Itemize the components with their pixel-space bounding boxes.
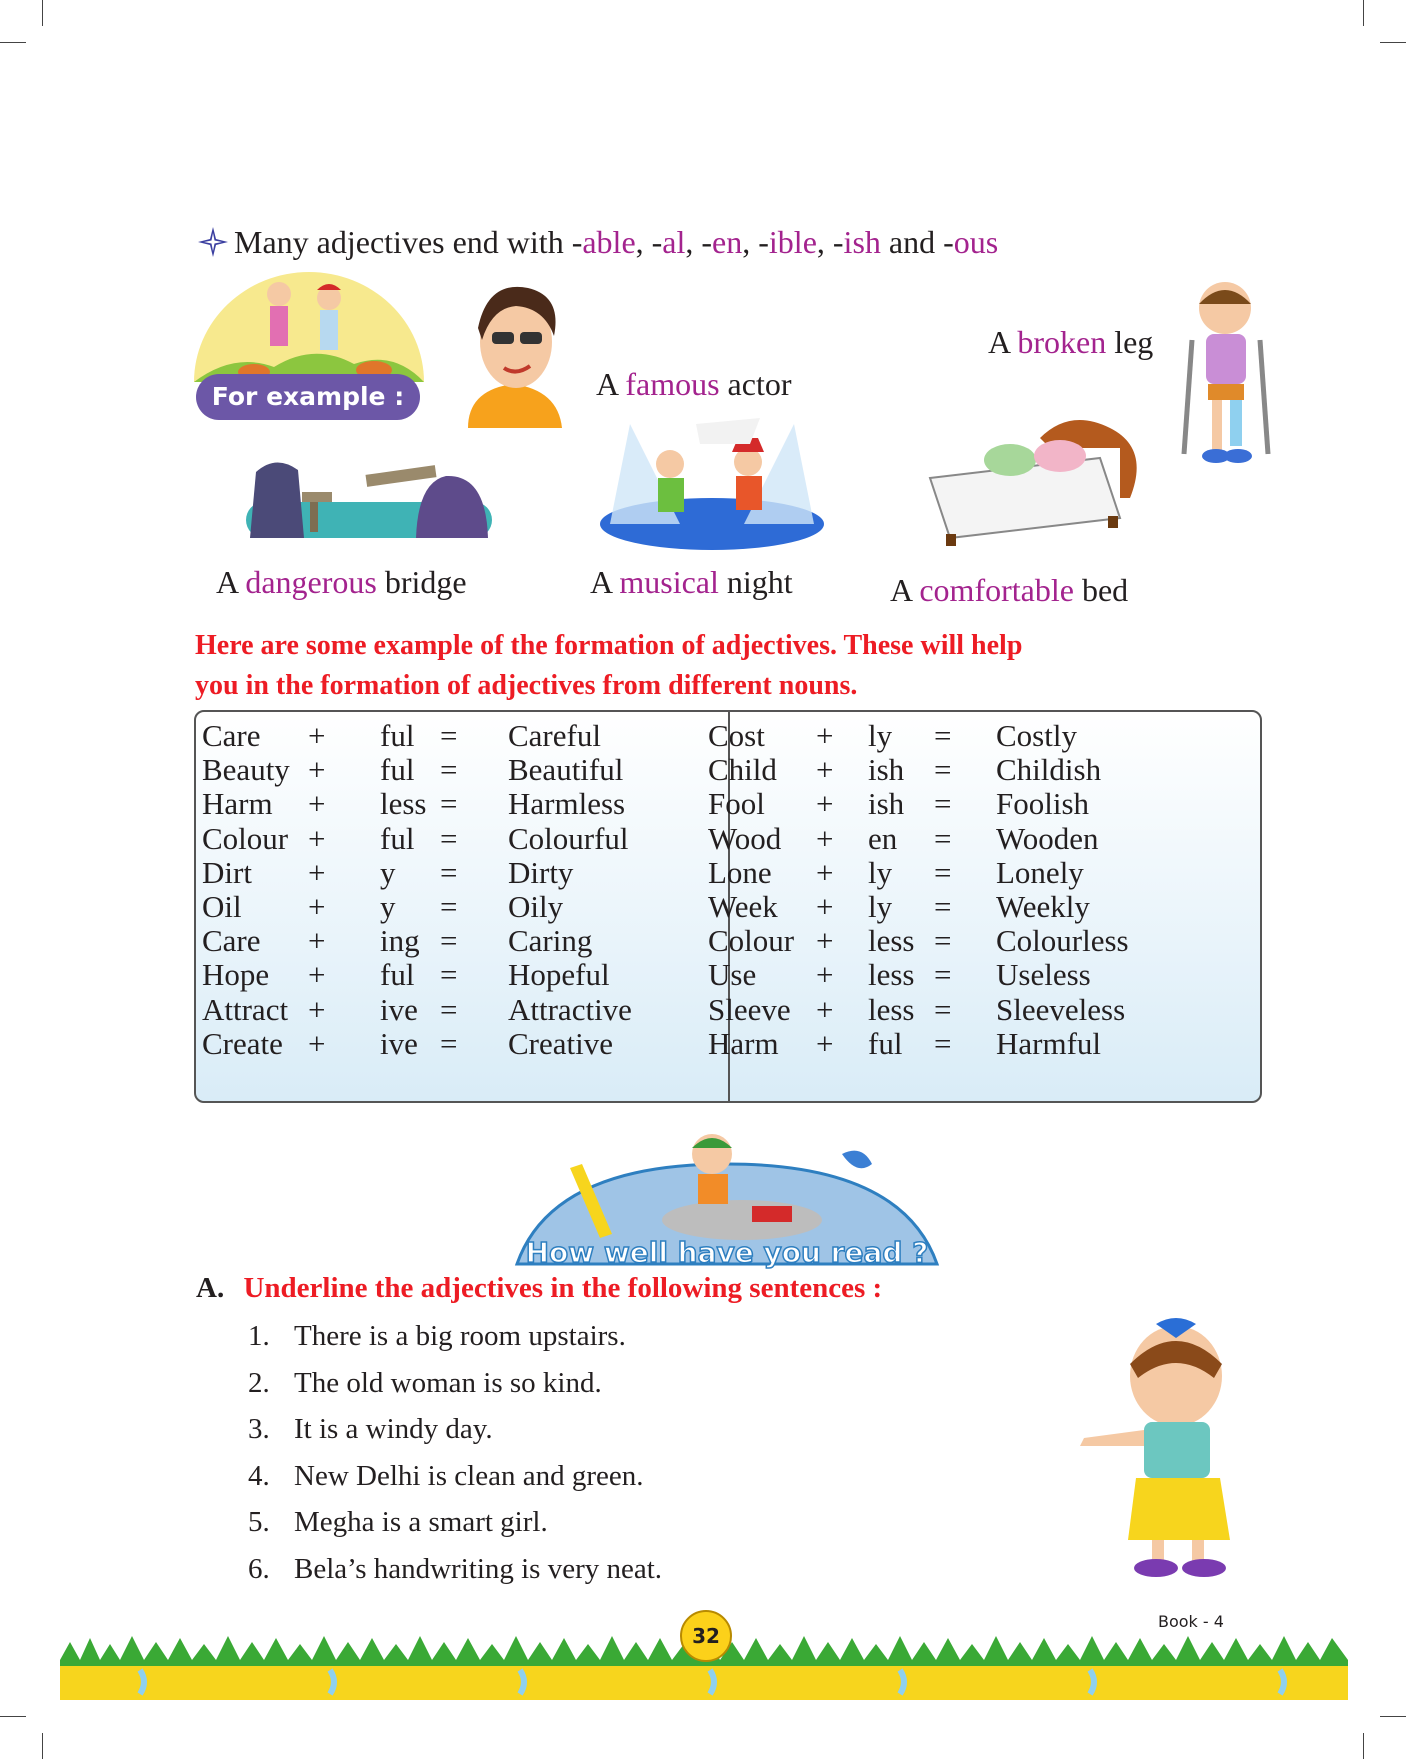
- example-caption-actor: A famous actor: [596, 366, 792, 402]
- table-cell-noun: Harm: [708, 1025, 779, 1061]
- table-cell-suffix: ish: [868, 752, 905, 788]
- table-cell-equals-sign: =: [440, 1025, 458, 1061]
- table-cell-plus-sign: +: [816, 1025, 834, 1061]
- sentence-text: It is a windy day.: [294, 1413, 493, 1445]
- table-cell-noun: Week: [708, 889, 778, 924]
- table-cell-equals-sign: =: [934, 957, 952, 993]
- table-cell-suffix: en: [868, 820, 898, 856]
- table-cell-suffix: ly: [868, 889, 893, 924]
- sentence-text: New Delhi is clean and green.: [294, 1459, 644, 1492]
- table-cell-suffix: less: [868, 923, 915, 959]
- table-cell-plus-sign: +: [816, 991, 834, 1027]
- table-cell-equals-sign: =: [440, 991, 458, 1027]
- table-row: [196, 992, 1260, 1030]
- crop-mark: [42, 1733, 43, 1759]
- table-cell-plus-sign: +: [308, 820, 326, 856]
- sentence-number: 1.: [248, 1320, 270, 1352]
- table-row: [196, 1026, 1260, 1064]
- crop-mark: [42, 0, 43, 26]
- table-cell-equals-sign: =: [440, 718, 458, 753]
- table-cell-suffix: ish: [868, 786, 905, 822]
- table-row: [196, 821, 1260, 859]
- table-cell-noun: Create: [202, 1025, 283, 1061]
- table-row: [196, 752, 1260, 790]
- kids-dome-illustration: [194, 272, 424, 382]
- adjective-formation-table: [194, 710, 1262, 1103]
- table-cell-plus-sign: +: [816, 923, 834, 959]
- table-row: [196, 855, 1260, 893]
- exercise-sentence: [248, 1413, 948, 1453]
- table-cell-plus-sign: +: [308, 718, 326, 753]
- table-cell-adjective: Harmful: [996, 1025, 1102, 1061]
- table-cell-equals-sign: =: [440, 854, 458, 890]
- table-cell-equals-sign: =: [440, 786, 458, 822]
- table-cell-noun: Oil: [202, 889, 242, 924]
- heading-line: Here are some example of the formation of adjectives. These will help: [195, 630, 1023, 661]
- how-well-banner: [512, 1124, 942, 1274]
- table-cell-adjective: Beautiful: [508, 752, 624, 788]
- for-example-badge: For example :: [196, 374, 420, 420]
- musical-night-illustration: [600, 414, 824, 550]
- bridge-illustration: [246, 452, 492, 546]
- crop-mark: [1363, 0, 1364, 26]
- crop-mark: [0, 1716, 26, 1717]
- table-cell-adjective: Colourless: [996, 923, 1129, 959]
- table-cell-noun: Colour: [202, 820, 289, 856]
- separator: , -: [635, 224, 663, 260]
- table-cell-noun: Beauty: [202, 752, 290, 788]
- table-row: [196, 889, 1260, 927]
- example-caption-bridge: A dangerous bridge: [216, 564, 467, 600]
- table-cell-plus-sign: +: [308, 889, 326, 924]
- table-cell-equals-sign: =: [934, 786, 952, 822]
- separator: , -: [685, 224, 713, 260]
- table-cell-noun: Colour: [708, 923, 795, 959]
- table-cell-adjective: Sleeveless: [996, 991, 1126, 1027]
- table-cell-adjective: Hopeful: [508, 957, 610, 993]
- sentence-number: 4.: [248, 1459, 270, 1492]
- table-cell-equals-sign: =: [440, 889, 458, 924]
- table-cell-equals-sign: =: [934, 889, 952, 924]
- table-cell-plus-sign: +: [308, 957, 326, 993]
- table-cell-equals-sign: =: [440, 752, 458, 788]
- table-row: [196, 786, 1260, 824]
- table-cell-plus-sign: +: [816, 786, 834, 822]
- adjective-musical: musical: [619, 564, 719, 600]
- adjective-dangerous: dangerous: [245, 564, 377, 600]
- table-cell-suffix: y: [380, 854, 396, 890]
- table-cell-adjective: Lonely: [996, 854, 1084, 890]
- page-number: 32: [680, 1610, 732, 1662]
- table-cell-plus-sign: +: [308, 1025, 326, 1061]
- heading-line: you in the formation of adjectives from different nouns.: [195, 670, 858, 701]
- table-cell-suffix: y: [380, 889, 396, 924]
- exercise-sentence: [248, 1460, 948, 1500]
- table-cell-adjective: Childish: [996, 752, 1102, 788]
- example-caption-night: A musical night: [590, 564, 793, 600]
- table-cell-adjective: Creative: [508, 1025, 614, 1061]
- table-cell-suffix: ful: [380, 820, 415, 856]
- table-cell-suffix: ful: [868, 1025, 903, 1061]
- suffix-ish: ish: [843, 224, 881, 260]
- table-cell-noun: Sleeve: [708, 991, 791, 1027]
- table-cell-plus-sign: +: [308, 923, 326, 959]
- example-caption-bed: A comfortable bed: [890, 572, 1129, 608]
- table-cell-suffix: ful: [380, 718, 415, 753]
- banner-title: How well have you read ?: [525, 1236, 929, 1269]
- table-cell-adjective: Costly: [996, 718, 1077, 753]
- separator: and -: [880, 224, 954, 260]
- table-cell-equals-sign: =: [440, 820, 458, 856]
- table-cell-noun: Care: [202, 923, 261, 959]
- table-cell-adjective: Foolish: [996, 786, 1090, 822]
- table-cell-plus-sign: +: [816, 820, 834, 856]
- table-cell-suffix: ful: [380, 752, 415, 788]
- table-cell-suffix: less: [380, 786, 427, 822]
- sentence-text: There is a big room upstairs.: [294, 1320, 626, 1352]
- table-cell-suffix: ly: [868, 854, 893, 890]
- table-cell-suffix: less: [868, 991, 915, 1027]
- sentence-text: Bela’s handwriting is very neat.: [294, 1552, 663, 1585]
- sentence-text: Megha is a smart girl.: [294, 1506, 548, 1538]
- table-cell-noun: Wood: [708, 820, 782, 856]
- table-cell-equals-sign: =: [934, 923, 952, 959]
- sparkle-star-icon: [198, 227, 234, 265]
- sentence-text: The old woman is so kind.: [294, 1366, 602, 1399]
- table-cell-adjective: Oily: [508, 889, 564, 924]
- table-cell-plus-sign: +: [308, 991, 326, 1027]
- table-cell-equals-sign: =: [934, 1025, 952, 1061]
- example-caption-leg: A broken leg: [988, 324, 1154, 360]
- table-row: [196, 957, 1260, 995]
- table-cell-suffix: ive: [380, 1025, 418, 1061]
- exercise-sentence: [248, 1553, 948, 1593]
- table-cell-equals-sign: =: [934, 820, 952, 856]
- exercise-sentence: [248, 1320, 948, 1360]
- sentence-number: 5.: [248, 1506, 270, 1538]
- table-cell-suffix: ing: [380, 923, 420, 959]
- crop-mark: [1363, 1733, 1364, 1759]
- table-cell-noun: Fool: [708, 786, 765, 822]
- table-cell-adjective: Careful: [508, 718, 601, 753]
- table-cell-suffix: ful: [380, 957, 415, 993]
- table-cell-noun: Attract: [202, 991, 289, 1027]
- table-cell-plus-sign: +: [816, 889, 834, 924]
- exercise-letter: A.: [196, 1272, 225, 1304]
- table-cell-suffix: ly: [868, 718, 893, 753]
- suffix-ous: ous: [953, 224, 999, 260]
- separator: , -: [742, 224, 769, 260]
- table-cell-equals-sign: =: [934, 718, 952, 753]
- table-cell-equals-sign: =: [440, 923, 458, 959]
- suffix-al: al: [662, 224, 686, 260]
- table-cell-adjective: Weekly: [996, 889, 1090, 924]
- table-cell-plus-sign: +: [308, 752, 326, 788]
- table-cell-noun: Care: [202, 718, 261, 753]
- table-cell-adjective: Dirty: [508, 854, 574, 890]
- suffix-ible: ible: [768, 224, 817, 260]
- table-cell-adjective: Useless: [996, 957, 1091, 993]
- table-cell-noun: Lone: [708, 854, 772, 890]
- actor-illustration: [458, 280, 568, 428]
- intro-text: Many adjectives end with -: [234, 224, 583, 260]
- suffix-en: en: [712, 224, 743, 260]
- exercise-sentence: [248, 1506, 948, 1546]
- table-cell-plus-sign: +: [308, 854, 326, 890]
- adjective-famous: famous: [625, 366, 720, 402]
- table-cell-adjective: Wooden: [996, 820, 1099, 856]
- table-cell-equals-sign: =: [440, 957, 458, 993]
- crop-mark: [1380, 1716, 1406, 1717]
- table-cell-noun: Use: [708, 957, 757, 993]
- adjective-broken: broken: [1017, 324, 1107, 360]
- table-cell-suffix: ive: [380, 991, 418, 1027]
- sentence-number: 3.: [248, 1413, 270, 1445]
- table-cell-plus-sign: +: [816, 718, 834, 753]
- table-cell-equals-sign: =: [934, 991, 952, 1027]
- adjective-comfortable: comfortable: [919, 572, 1074, 608]
- table-cell-noun: Dirt: [202, 854, 252, 890]
- sentence-number: 6.: [248, 1552, 270, 1585]
- exercise-instruction: Underline the adjectives in the following sentences :: [243, 1272, 883, 1304]
- separator: , -: [816, 224, 844, 260]
- table-cell-noun: Harm: [202, 786, 273, 822]
- table-cell-noun: Hope: [202, 957, 270, 993]
- table-cell-adjective: Attractive: [508, 991, 632, 1027]
- crop-mark: [1380, 42, 1406, 43]
- suffix-able: able: [582, 224, 636, 260]
- formation-heading: [195, 626, 1275, 706]
- table-cell-adjective: Caring: [508, 923, 593, 959]
- table-cell-plus-sign: +: [816, 752, 834, 788]
- girl-pointing-illustration: [1064, 1318, 1264, 1580]
- table-row: [196, 923, 1260, 961]
- table-cell-noun: Child: [708, 752, 777, 788]
- sentence-number: 2.: [248, 1366, 270, 1399]
- table-cell-noun: Cost: [708, 718, 765, 753]
- table-cell-equals-sign: =: [934, 752, 952, 788]
- table-cell-equals-sign: =: [934, 854, 952, 890]
- exercise-heading: [196, 1272, 882, 1305]
- table-cell-adjective: Harmless: [508, 786, 626, 822]
- exercise-sentence: [248, 1367, 948, 1407]
- book-label: Book - 4: [1158, 1612, 1224, 1631]
- table-cell-suffix: less: [868, 957, 915, 993]
- boy-crutches-illustration: [1170, 278, 1280, 468]
- crop-mark: [0, 42, 26, 43]
- table-row: [196, 718, 1260, 756]
- table-cell-plus-sign: +: [816, 854, 834, 890]
- table-cell-plus-sign: +: [308, 786, 326, 822]
- intro-line: [198, 224, 998, 265]
- table-cell-plus-sign: +: [816, 957, 834, 993]
- table-cell-adjective: Colourful: [508, 820, 629, 856]
- bed-illustration: [920, 408, 1150, 548]
